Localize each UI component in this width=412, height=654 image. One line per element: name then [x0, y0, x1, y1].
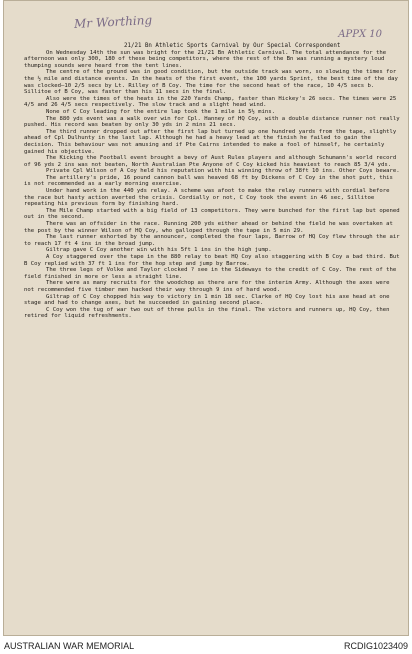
paragraph: Under hand work in the 440 yds relay. A scheme was afoot to make the relay runners with cordial before the race but hasty action averted the crisis. Cordially or not, C Coy took the event in 46 sec, Sillitoe repeating his previous form by finishing hard.	[24, 188, 390, 208]
paragraph: There was an offsider in the race. Running 200 yds either ahead or behind the field he was overtaken at the post by the winner Wilson of HQ Coy, who galloped through the tape in 5 min 29.	[24, 221, 393, 234]
paragraph: The centre of the ground was in good condition, but the outside track was worn, so slowing the times for the ½ mile and distance events. In the heats of the first event, the 100 yards Sprint, the best time of the day was clocked—10 2/5 secs by Lt. Rilley of B Coy. The time for the second heat of the race, 10 4/5 secs b. Sillitoe of B Coy, was faster than his 11 secs in the final.	[24, 69, 398, 96]
paragraph: On Wednesday 14th the sun was bright for the 21/21 Bn Athletic Carnival. The total attendance for the afternoon was only 300, 180 of these being competitors, where the rest of the Bn was running a mystery loud thumping sounds were heard from the tent lines.	[24, 49, 387, 69]
paragraph: The Mile Champ started with a big field of 13 competitors. They were bunched for the first lap but opened out in the second.	[24, 207, 400, 221]
document-page	[3, 0, 409, 636]
paragraph: The 880 yds event was a walk over win for Cpl. Hanney of HQ Coy, with a double distance runner not really pushed. His record was beaten by only 30 yds in 2 mins 21 secs.	[24, 115, 400, 129]
archive-name: AUSTRALIAN WAR MEMORIAL	[4, 641, 135, 651]
paragraph: Private Cpl Wilson of A Coy held his reputation with his winning throw of 38ft 10 ins. Other Coys beware.	[46, 168, 400, 175]
paragraph: C Coy won the tug of war two out of three pulls in the final. The victors and runners up, HQ Coy, then retired for liquid refreshments.	[24, 306, 390, 320]
record-id: RCDIG1023409	[343, 641, 408, 651]
typed-report	[24, 43, 400, 320]
paragraph: The Kicking the Football event brought a bevy of Aust Rules players and although Schumann's world record of 96 yds 2 ins was not beaten, North Australian Pte Anyone of C Coy kicked his heaviest to reach 85 3/4 yds.	[24, 155, 397, 168]
paragraph: The last runner exhorted by the announcer, completed the four laps, Barrow of HQ Coy flew through the air to reach 17 ft 4 ins in the broad jump.	[24, 234, 400, 247]
paragraph: There were as many recruits for the woodchop as there are for the interim Army. Although the axes were not recommended five timber men hacked their way through 9 ins of hard wood.	[24, 280, 390, 293]
report-title: 21/21 Bn Athletic Sports Carnival by Our Special Correspondent	[124, 43, 341, 49]
archive-footer	[0, 638, 412, 654]
paragraph: Also were the times of the heats in the 220 Yards Champ, faster than Hickey's 26 secs. The times were 25 4/5 and 26 4/5 secs respectively. The slow track and a slight head wind.	[24, 95, 397, 109]
paragraph: None of C Coy leading for the entire lap took the 1 mile in 5½ mins.	[46, 108, 276, 115]
paragraph: A Coy staggered over the tape in the 880 relay to beat HQ Coy also staggering with B Coy a bad third. But B Coy replied with 37 ft 1 ins for the hop step and jump by Barrow.	[24, 254, 400, 267]
paragraph: The third runner dropped out after the first lap but turned up one hundred yards from the tape, slightly ahead of Cpl Dulhunty in the last lap. Although he had a heavy lead at the finish he failed to gain the decision. This behaviour was not amusing and if Pte Cairns intended to make a fool of himself, he certainly gained his objective.	[24, 128, 397, 155]
handwritten-annotation: Mr Worthing	[73, 12, 153, 32]
paragraph: The artillery's pride, 16 pound cannon ball was heaved 68 ft by Dickens of C Coy in the shot putt, this is not recommended as a early morning exercise.	[24, 174, 393, 188]
report-body	[24, 50, 400, 320]
appendix-reference: APPX 10	[338, 29, 382, 40]
paragraph: The three legs of Volke and Taylor clocked ? see in the Sideways to the credit of C Coy. The rest of the field finished in more or less a straight line.	[24, 267, 397, 280]
paragraph: Giltrap of C Coy chopped his way to victory in 1 min 18 sec. Clarke of HQ Coy lost his axe head at one stage and had to change axes, but he succeeded in gaining second place.	[24, 293, 390, 307]
paragraph: Giltrap gave C Coy another win with his 5ft 1 ins in the high jump.	[46, 247, 272, 254]
